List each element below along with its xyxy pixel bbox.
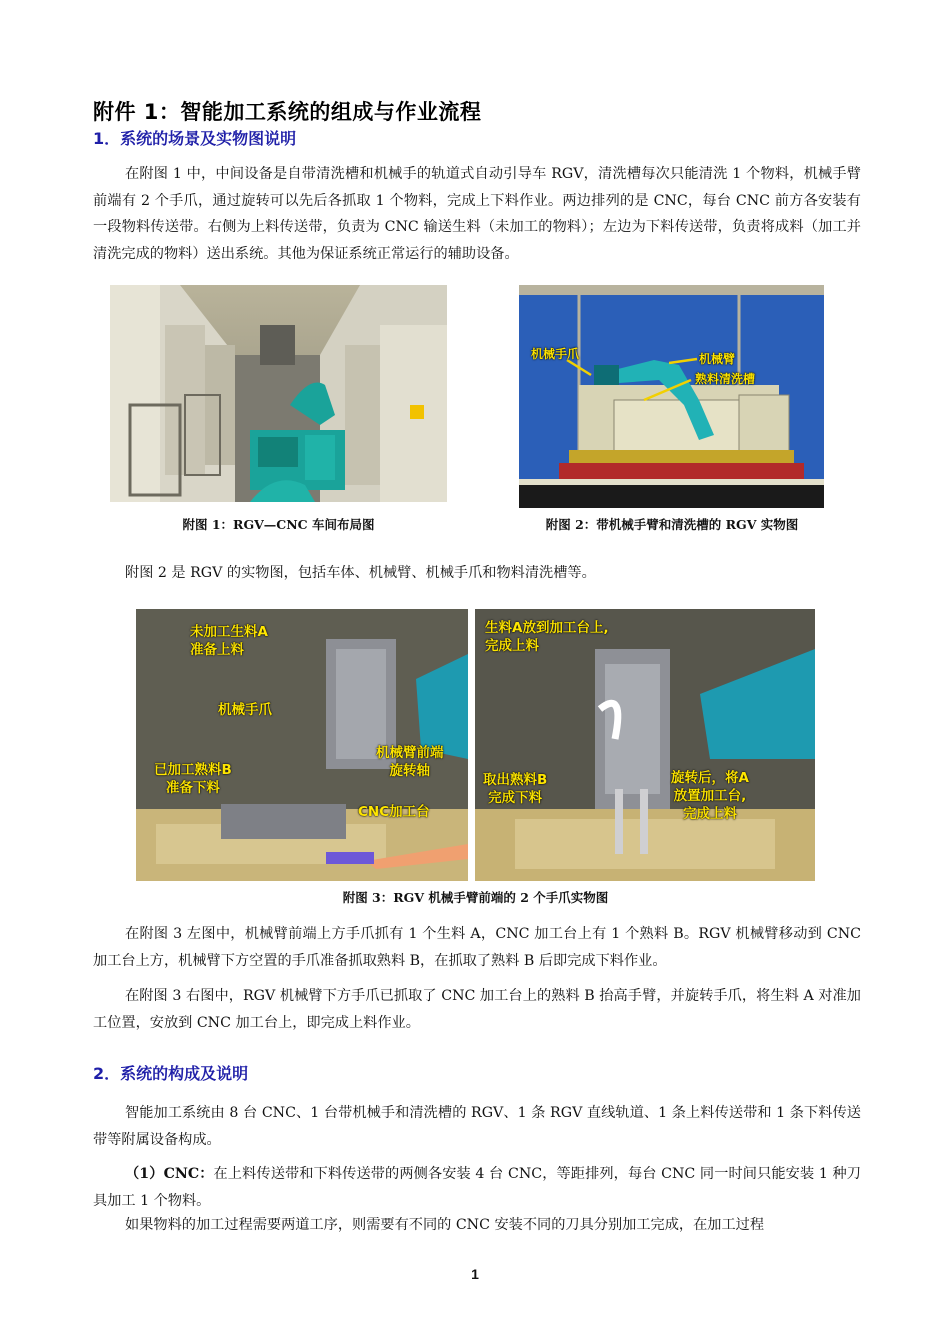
- fig2-gripper-label: 机械手爪: [531, 347, 580, 361]
- figure-3-caption: 附图 3：RGV 机械手臂前端的 2 个手爪实物图: [342, 890, 609, 905]
- fig3-axis-label: 机械臂前端 旋转轴: [376, 745, 444, 779]
- figure-2-rgv-image: [519, 285, 824, 508]
- section1-heading: 1．系统的场景及实物图说明: [93, 129, 297, 148]
- figure-2-caption: 附图 2：带机械手臂和清洗槽的 RGV 实物图: [545, 517, 799, 532]
- fig3-raw-a-label: 未加工生料A 准备上料: [190, 624, 268, 658]
- fig3-take-b-label: 取出熟料B 完成下料: [483, 772, 548, 806]
- page-number: 1: [471, 1266, 479, 1282]
- fig2-tank-label: 熟料清洗槽: [695, 372, 756, 386]
- figure-3-right-photo: [475, 609, 815, 881]
- fig3-left-gripper-label: 机械手爪: [218, 702, 272, 718]
- section1-paragraph-4: 在附图 3 右图中，RGV 机械臂下方手爪已抓取了 CNC 加工台上的熟料 B 抬高手臂，并旋转手爪，将生料 A 对准加工位置，安放到 CNC 加工台上，即完成上料作业。: [93, 988, 861, 1031]
- section2-paragraph-1: 智能加工系统由 8 台 CNC、1 台带机械手和清洗槽的 RGV、1 条 RGV 直线轨道、1 条上料传送带和 1 条下料传送带等附属设备构成。: [93, 1105, 861, 1148]
- section2-paragraph-3: 如果物料的加工过程需要两道工序，则需要有不同的 CNC 安装不同的刀具分别加工完成，在加工过程: [125, 1217, 765, 1233]
- section1-paragraph-3: 在附图 3 左图中，机械臂前端上方手爪抓有 1 个生料 A，CNC 加工台上有 1 个熟料 B。RGV 机械臂移动到 CNC 加工台上方，机械臂下方空置的手爪准备抓取熟料 B，在抓取了熟料 B 后即完成下料作业。: [93, 926, 861, 969]
- section1-paragraph-2: 附图 2 是 RGV 的实物图，包括车体、机械臂、机械手爪和物料清洗槽等。: [125, 565, 596, 581]
- figure-3-left-photo: [136, 609, 468, 881]
- document-title: 附件 1：智能加工系统的组成与作业流程: [93, 100, 482, 124]
- section2-item-1-label: （1）CNC：: [125, 1166, 214, 1182]
- fig3-cooked-b-label: 已加工熟料B 准备下料: [154, 762, 232, 796]
- fig3-table-label: CNC加工台: [358, 804, 430, 820]
- section2-item-1: [93, 1161, 861, 1214]
- section2-item-1-text: 在上料传送带和下料传送带的两侧各安装 4 台 CNC，等距排列，每台 CNC 同一时间只能安装 1 种刀具加工 1 个物料。: [93, 1166, 861, 1209]
- fig2-arm-label: 机械臂: [699, 352, 736, 366]
- figure-1-caption: 附图 1：RGV—CNC 车间布局图: [182, 517, 375, 532]
- fig3-placed-a-label: 生料A放到加工台上, 完成上料: [485, 620, 609, 654]
- section1-paragraph-1: 在附图 1 中，中间设备是自带清洗槽和机械手的轨道式自动引导车 RGV，清洗槽每次只能清洗 1 个物料，机械手臂前端有 2 个手爪，通过旋转可以先后各抓取 1 个物料，完成上下料作业。两边排列的是 CNC，每台 CNC 前方各安装有一段物料传送带。右侧为上料传送带，负责为 CNC 输送生料（未加工的物料）；左边为下料传送带，负责将成料（加工并清洗完成的物料）送出系统。其他为保证系统正常运行的辅助设备。: [93, 166, 861, 262]
- figure-1-photo: [110, 285, 447, 502]
- fig3-rotate-label: 旋转后，将A 放置加工台, 完成上料: [671, 770, 749, 822]
- section2-heading: 2．系统的构成及说明: [93, 1064, 249, 1083]
